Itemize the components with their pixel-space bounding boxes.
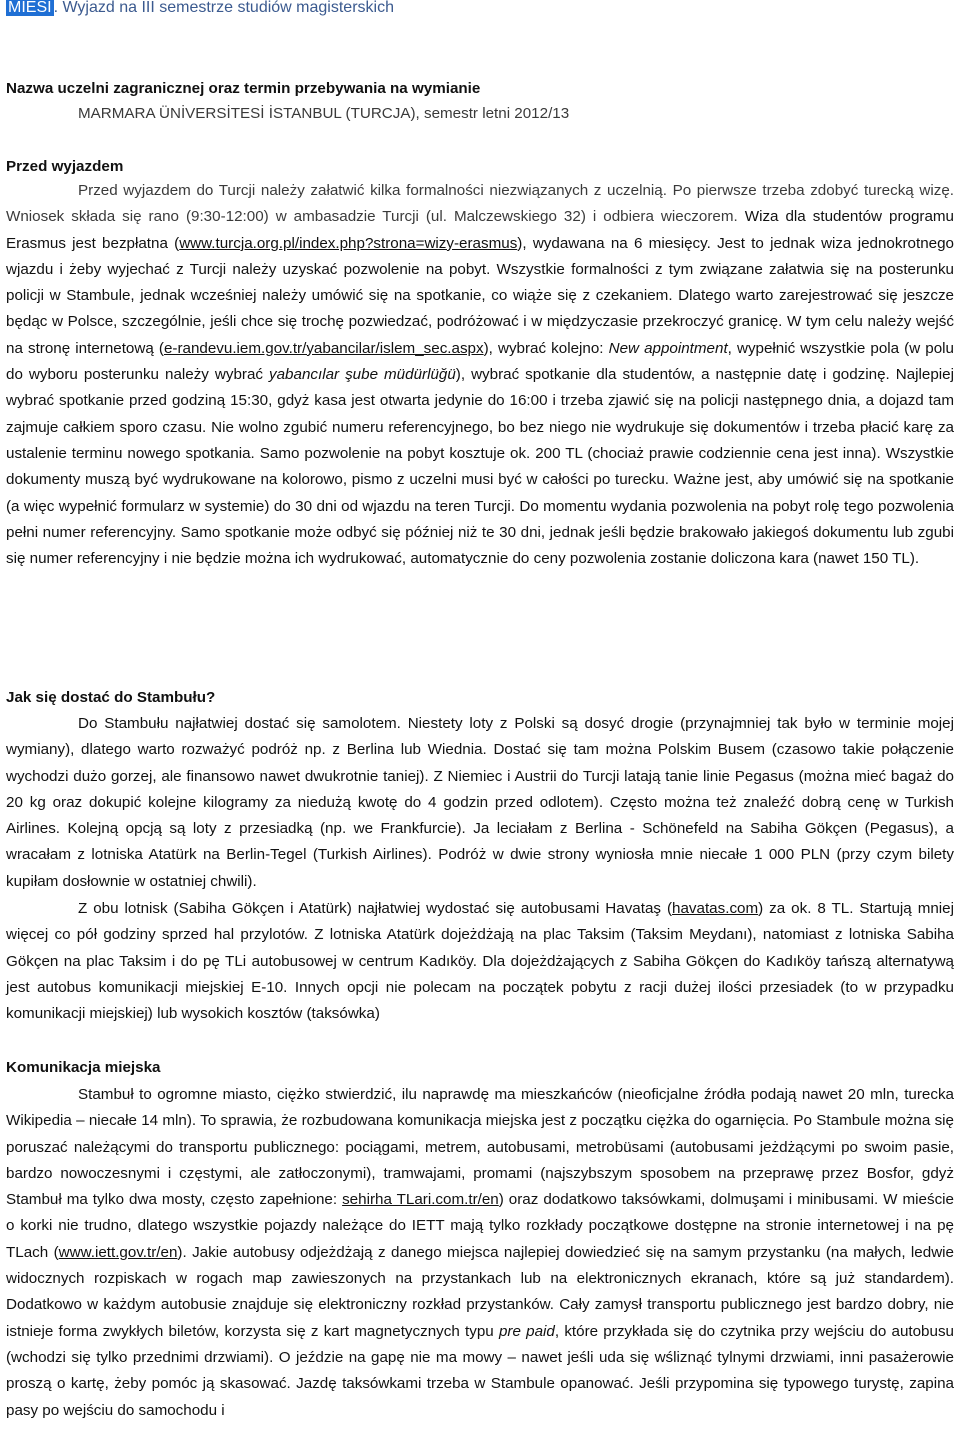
para-italic: yabancılar şube müdürlüğü	[269, 366, 456, 384]
travel-heading: Jak się dostać do Stambułu?	[6, 689, 216, 706]
para-text: Przed wyjazdem do Turcji należy załatwić kilka formalności niezwiązanych z uczelnią. Po pierwsze trzeba zdobyć turecką wizę. Wniosek składa się rano (9:30-12:00) w ambasadzie Turcji (ul. Malczewskiego 32) i odbiera wieczorem.	[6, 182, 954, 226]
visa-info-link[interactable]: www.turcja.org.pl/index.php?strona=wizy-erasmus	[179, 234, 518, 252]
para-text: ). Jakie autobusy odjeżdżają z danego miejsca najlepiej dowiedzieć się na samym przystanku (na małych, ledwie widocznych rozpiskach w rogach map zawieszonych na przystankach lub na elektronicznych ekranach, które są już standardem). Dodatkowo w każdym autobusie znajduje się elektroniczny rozkład przystanków. Cały zamysł transportu publicznego jest bardzo dobry, nie istnieje forma zwykłych biletów, korzysta się z kart magnetycznych typu	[6, 1243, 954, 1340]
para-text: ) za ok. 8 TL. Startują mniej więcej co pół godziny sprzed hal przylotów. Z lotniska Atatürk dojeżdżają na plac Taksim (Taksim Meydanı), natomiast z lotniska Sabiha Gökçen na plac Taksim i do pę TLi autobusowej w centrum Kadıköy. Dla dojeżdżających z Sabiha Gökçen do Kadıköy tańszą alternatywą jest autobus komunikacji miejskiej E-10. Innych opcji nie polecam na początek pobytu z racji dużej ilości przesiadek (to w przypadku komunikacji miejskiej) lub wysokich kosztów (taksówka)	[6, 900, 954, 1023]
title-highlight: MIESI	[8, 0, 52, 16]
e-randevu-link[interactable]: e-randevu.iem.gov.tr/yabancilar/islem_sec.aspx	[163, 339, 484, 357]
transport-paragraph	[6, 1082, 954, 1424]
transport-heading: Komunikacja miejska	[6, 1059, 161, 1076]
para-text: , wypełnić wszystkie pola (w polu do wyboru posterunku należy wybrać	[6, 339, 954, 384]
university-heading: Nazwa uczelni zagranicznej oraz termin przebywania na wymianie	[6, 80, 481, 97]
before-departure-heading: Przed wyjazdem	[6, 158, 124, 175]
travel-paragraph-1	[6, 711, 954, 895]
para-text: ), wybrać kolejno:	[483, 339, 609, 357]
havatas-link[interactable]: havatas.com	[672, 900, 759, 917]
para-text: ), wydawana na 6 miesięcy. Jest to jednak wiza jednokrotnego wjazdu i żeby wyjechać z Turcji należy uzyskać pozwolenie na pobyt. Wszystkie formalności z tym związane załatwia się na posterunku policji w Stambule, jednak wcześniej należy umówić się na spotkanie, co wiąże się z czekaniem. Dlatego warto zarejestrować się jeszcze będąc w Polsce, szczególnie, jeśli chce się trochę pozwiedzać, podróżować i w międzyczasie przekroczyć granicę. W tym celu należy wejść na stronę internetową (	[6, 234, 954, 357]
before-departure-paragraph	[6, 178, 954, 572]
para-text: Z obu lotnisk (Sabiha Gökçen i Atatürk) najłatwiej wydostać się autobusami Havataş (	[78, 900, 673, 917]
para-text: Stambuł to ogromne miasto, ciężko stwierdzić, ilu naprawdę ma mieszkańców (nieoficjalne źródła podają nawet 20 mln, turecka Wikipedia – niecałe 14 mln). To sprawia, że rozbudowana komunikacja miejska jest z początku ciężka do ogarnięcia. Po Stambule można się poruszać należącymi do transportu publicznego: pociągami, metrem, autobusami, metrobüsami (autobusami jeżdżącymi po swoim pasie, bardzo nowoczesnymi i częstymi, ale zatłoczonymi), tramwajami, promami (najszybszym sposobem na przeprawę przez Bosfor, gdyż Stambuł ma tylko dwa mosty, często zapełnione:	[6, 1086, 954, 1209]
iett-link[interactable]: www.iett.gov.tr/en	[58, 1243, 178, 1261]
para-text: , które przykłada się do czytnika przy wejściu do autobusu (wchodzi się tylko przednimi drzwiami). O jeździe na gapę nie ma mowy – nawet jeśli uda się wśliznąć tylnymi drzwiami, inni pasażerowie proszą o kartę, żeby pomóc ją skasować. Jazdę taksówkami trzeba w Stambule opanować. Jeśli przypomina się typowego turystę, zapina pasy po wejściu do samochodu i	[6, 1322, 954, 1419]
para-italic: pre paid	[498, 1322, 555, 1340]
travel-paragraph-2	[6, 896, 954, 1027]
para-text: Wiza dla studentów programu Erasmus jest bezpłatna (	[6, 208, 954, 252]
para-text: ) oraz dodatkowo taksówkami, dolmuşami i minibusami. W mieście o korki nie trudno, dlatego wszystkie pojazdy należące do IETT mają tylko rozkłady początkowe dostępne na stronie internetowej i na pę TLach (	[6, 1191, 954, 1261]
para-italic: New appointment	[608, 339, 728, 357]
para-text: ), wybrać spotkanie dla studentów, a następnie datę i godzinę. Najlepiej wybrać spotkanie przed godziną 15:30, gdyż kasa jest otwarta jedynie do 16:00 i trzeba zjawić się na policji następnego dnia, a dojazd tam zajmuje całkiem sporo czasu. Nie wolno zgubić numeru referencyjnego, bo bez niego nie wydrukuje się dokumentów i trzeba płacić karę za ustalenie terminu nowego spotkania. Samo pozwolenie na pobyt kosztuje ok. 200 TL (chociaż prawie codziennie cena jest inna). Wszystkie dokumenty muszą być wydrukowane na kolorowo, pismo z uczelni musi być w całości po turecku. Ważne jest, aby umówić się na spotkanie (a więc wypełnić formularz w systemie) do 30 dni od wjazdu na teren Turcji. Do momentu wydania pozwolenia na pobyt rolę tego pozwolenia pełni numer referencyjny. Samo spotkanie może odbyć się później niż te 30 dni, jednak jeśli będzie brakowało jakiegoś dokumentu lub zgubi się numer referencyjny i nie będzie można ich wydrukować, automatycznie do ceny pozwolenia zostanie doliczona kara (nawet 150 TL).	[6, 366, 954, 568]
para-text: Do Stambułu najłatwiej dostać się samolotem. Niestety loty z Polski są dosyć drogie (przynajmniej tak było w terminie mojej wymiany), dlatego warto rozważyć podróż np. z Berlina lub Wiednia. Dostać się tam można Polskim Busem (czasowo takie połączenie wychodzi dużo gorzej, ale finansowo nawet dwukrotnie taniej). Z Niemiec i Austrii do Turcji latają tanie linie Pegasus (można mieć bagaż do 20 kg oraz dokupić kolejne kilogramy za niedużą kwotę do 4 godzin przed odlotem). Często można też znaleźć dobrą cenę w Turkish Airlines. Kolejną opcją są loty z przesiadką (np. we Frankfurcie). Ja leciałam z Berlina - Schönefeld na Sabiha Gökçen (Pegasus), a wracałam z lotniska Atatürk na Berlin-Tegel (Turkish Airlines). Podróż w dwie strony wyniosła mnie niecałe 1 000 PLN (przy czym bilety kupiłam dosłownie w ostatniej chwili).	[6, 715, 954, 890]
university-value: MARMARA ÜNİVERSİTESİ İSTANBUL (TURCJA), semestr letni 2012/13	[78, 105, 570, 122]
sehirhatlari-link[interactable]: sehirha TLari.com.tr/en	[342, 1191, 499, 1209]
document-title	[6, 0, 394, 18]
title-text: . Wyjazd na III semestrze studiów magisterskich	[53, 0, 394, 16]
